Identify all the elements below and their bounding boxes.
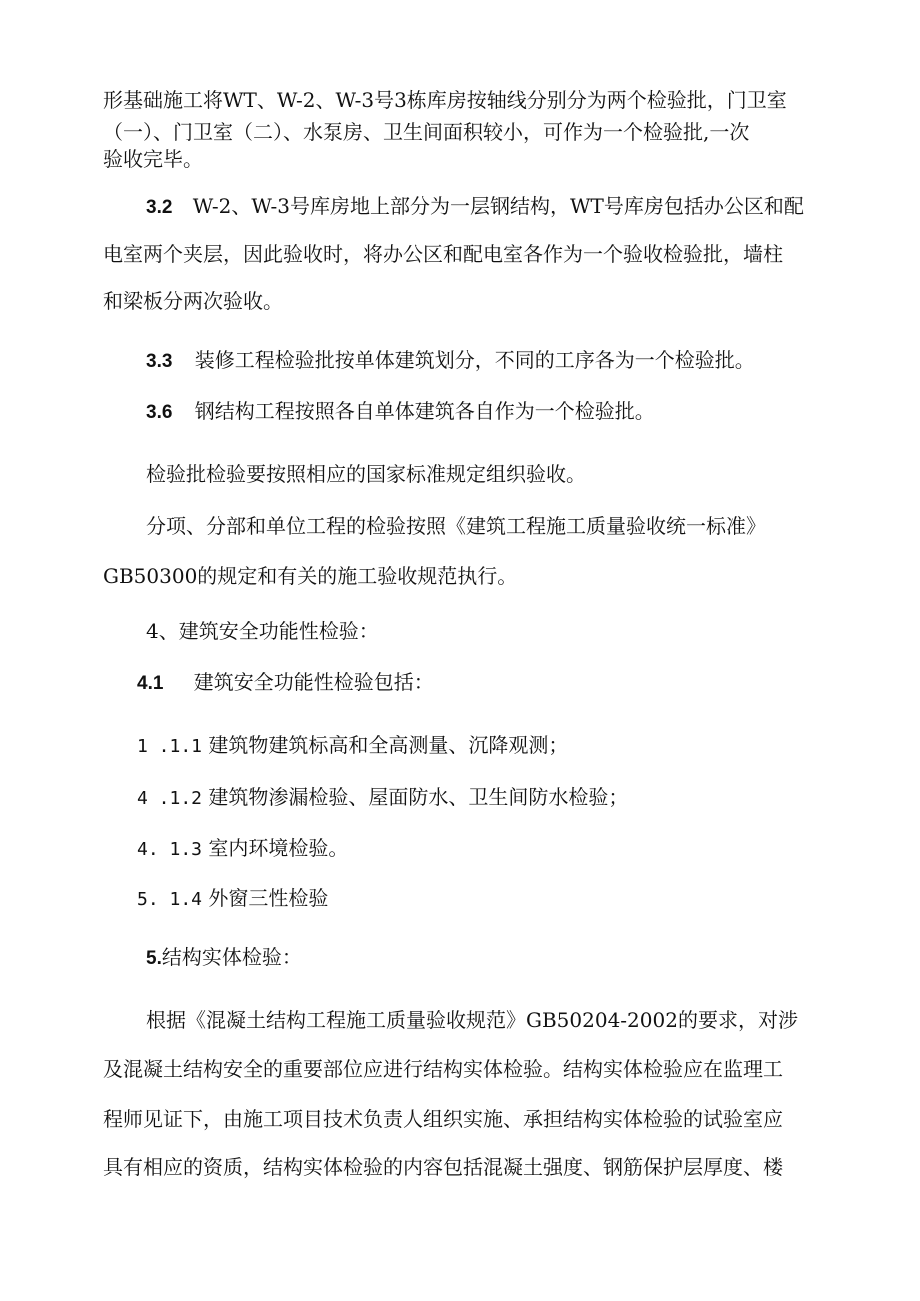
section-3-6: [0, 397, 920, 427]
list-item-number: 4 .1.2: [137, 788, 203, 809]
list-item: [0, 783, 920, 813]
list-item-number: 4. 1.3: [137, 839, 203, 860]
section-4-1: [0, 668, 920, 698]
para5-line4: 具有相应的资质，结构实体检验的内容包括混凝土强度、钢筋保护层厚度、楼: [103, 1155, 783, 1179]
list-item: [0, 731, 920, 761]
lot-inspection-paragraph: 检验批检验要按照相应的国家标准规定组织验收。: [146, 462, 586, 486]
list-item-number: 5. 1.4: [137, 889, 203, 910]
section-3-2-text: W-2、W-3号库房地上部分为一层钢结构，WT号库房包括办公区和配: [192, 194, 804, 218]
section-3-2-line3: 和梁板分两次验收。: [103, 289, 283, 313]
list-item: [0, 884, 920, 914]
heading-5-text: 结构实体检验：: [161, 945, 302, 969]
para1-line1: 形基础施工将WT、W-2、W-3号3栋库房按轴线分别分为两个检验批，门卫室: [103, 88, 787, 112]
para5-line3: 程师见证下，由施工项目技术负责人组织实施、承担结构实体检验的试验室应: [103, 1107, 783, 1131]
section-4-1-number: 4.1: [137, 673, 164, 694]
standard-paragraph-line1: 分项、分部和单位工程的检验按照《建筑工程施工质量验收统一标准》: [146, 514, 766, 538]
heading-5: [0, 943, 920, 973]
para5-line1: 根据《混凝土结构工程施工质量验收规范》GB50204-2002的要求，对涉: [146, 1008, 798, 1032]
heading-5-number: 5.: [146, 948, 162, 969]
para5-line2: 及混凝土结构安全的重要部位应进行结构实体检验。结构实体检验应在监理工: [103, 1057, 783, 1081]
para1-line2: （一）、门卫室（二）、水泵房、卫生间面积较小，可作为一个检验批,一次: [103, 120, 750, 144]
section-3-2-number: 3.2: [146, 197, 173, 218]
list-item-number: 1 .1.1: [137, 736, 203, 757]
section-3-3: [0, 346, 920, 376]
section-3-3-text: 装修工程检验批按单体建筑划分，不同的工序各为一个检验批。: [194, 348, 755, 372]
list-item-text: 外窗三性检验: [208, 886, 329, 910]
standard-paragraph-line2: GB50300的规定和有关的施工验收规范执行。: [103, 564, 518, 588]
section-3-6-text: 钢结构工程按照各自单体建筑各自作为一个检验批。: [194, 399, 655, 423]
list-item-text: 室内环境检验。: [208, 836, 349, 860]
section-4-1-text: 建筑安全功能性检验包括：: [193, 670, 434, 694]
section-3-2-line1: [0, 192, 920, 222]
list-item-text: 建筑物渗漏检验、屋面防水、卫生间防水检验；: [208, 785, 629, 809]
list-item: [0, 834, 920, 864]
list-item-text: 建筑物建筑标高和全高测量、沉降观测；: [208, 733, 569, 757]
heading-4: 4、建筑安全功能性检验：: [146, 619, 379, 643]
section-3-3-number: 3.3: [146, 351, 173, 372]
section-3-2-line2: 电室两个夹层，因此验收时，将办公区和配电室各作为一个验收检验批，墙柱: [103, 242, 783, 266]
para1-line3: 验收完毕。: [103, 147, 203, 171]
section-3-6-number: 3.6: [146, 402, 173, 423]
